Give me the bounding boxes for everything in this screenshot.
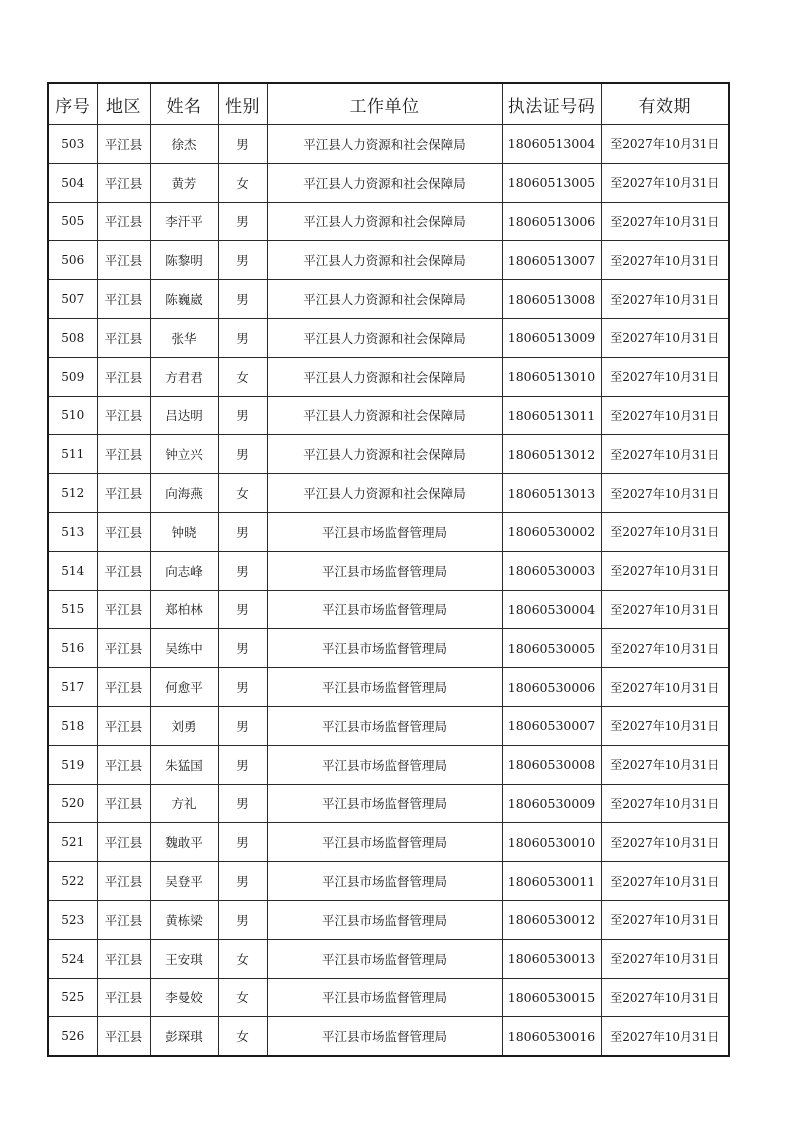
cell-serial-number: 505 (48, 202, 97, 241)
cell-validity-period: 至2027年10月31日 (601, 590, 729, 629)
cell-work-unit: 平江县人力资源和社会保障局 (267, 241, 502, 280)
cell-gender: 男 (218, 396, 267, 435)
table-row (48, 125, 729, 164)
cell-name: 何愈平 (150, 668, 218, 707)
cell-serial-number: 519 (48, 745, 97, 784)
cell-certificate-number: 18060530016 (502, 1017, 601, 1056)
cell-name: 魏敢平 (150, 823, 218, 862)
table-row (48, 1017, 729, 1056)
cell-gender: 男 (218, 745, 267, 784)
cell-validity-period: 至2027年10月31日 (601, 202, 729, 241)
cell-gender: 男 (218, 629, 267, 668)
cell-name: 吴练中 (150, 629, 218, 668)
table-row (48, 784, 729, 823)
cell-serial-number: 526 (48, 1017, 97, 1056)
cell-certificate-number: 18060530011 (502, 862, 601, 901)
table-row (48, 241, 729, 280)
law-enforcement-roster-table (47, 82, 730, 1057)
cell-name: 李曼姣 (150, 978, 218, 1017)
cell-region: 平江县 (97, 202, 150, 241)
cell-certificate-number: 18060530003 (502, 551, 601, 590)
cell-validity-period: 至2027年10月31日 (601, 512, 729, 551)
cell-certificate-number: 18060530015 (502, 978, 601, 1017)
cell-certificate-number: 18060530005 (502, 629, 601, 668)
cell-name: 黄芳 (150, 163, 218, 202)
cell-certificate-number: 18060530007 (502, 706, 601, 745)
cell-region: 平江县 (97, 900, 150, 939)
table-row (48, 668, 729, 707)
cell-name: 黄栋梁 (150, 900, 218, 939)
cell-region: 平江县 (97, 318, 150, 357)
cell-work-unit: 平江县市场监督管理局 (267, 862, 502, 901)
table-row (48, 280, 729, 319)
cell-work-unit: 平江县市场监督管理局 (267, 900, 502, 939)
cell-validity-period: 至2027年10月31日 (601, 706, 729, 745)
cell-gender: 男 (218, 823, 267, 862)
cell-serial-number: 517 (48, 668, 97, 707)
cell-gender: 男 (218, 590, 267, 629)
cell-certificate-number: 18060513005 (502, 163, 601, 202)
cell-work-unit: 平江县人力资源和社会保障局 (267, 357, 502, 396)
cell-certificate-number: 18060530006 (502, 668, 601, 707)
cell-validity-period: 至2027年10月31日 (601, 241, 729, 280)
cell-region: 平江县 (97, 823, 150, 862)
table-row (48, 900, 729, 939)
cell-work-unit: 平江县市场监督管理局 (267, 512, 502, 551)
table-row (48, 939, 729, 978)
cell-region: 平江县 (97, 163, 150, 202)
cell-serial-number: 503 (48, 125, 97, 164)
cell-name: 方礼 (150, 784, 218, 823)
cell-name: 陈黎明 (150, 241, 218, 280)
cell-region: 平江县 (97, 125, 150, 164)
header-certificate-number: 执法证号码 (502, 83, 601, 125)
cell-gender: 男 (218, 551, 267, 590)
cell-work-unit: 平江县市场监督管理局 (267, 978, 502, 1017)
cell-certificate-number: 18060530010 (502, 823, 601, 862)
cell-region: 平江县 (97, 784, 150, 823)
cell-work-unit: 平江县市场监督管理局 (267, 551, 502, 590)
cell-certificate-number: 18060530004 (502, 590, 601, 629)
cell-region: 平江县 (97, 512, 150, 551)
table-header-row (48, 83, 729, 125)
cell-region: 平江县 (97, 706, 150, 745)
cell-gender: 女 (218, 163, 267, 202)
cell-validity-period: 至2027年10月31日 (601, 396, 729, 435)
cell-region: 平江县 (97, 745, 150, 784)
table-row (48, 551, 729, 590)
cell-gender: 女 (218, 1017, 267, 1056)
cell-name: 向海燕 (150, 474, 218, 513)
cell-validity-period: 至2027年10月31日 (601, 280, 729, 319)
cell-validity-period: 至2027年10月31日 (601, 900, 729, 939)
cell-name: 王安琪 (150, 939, 218, 978)
cell-validity-period: 至2027年10月31日 (601, 745, 729, 784)
cell-work-unit: 平江县市场监督管理局 (267, 590, 502, 629)
cell-serial-number: 513 (48, 512, 97, 551)
cell-work-unit: 平江县市场监督管理局 (267, 745, 502, 784)
header-region: 地区 (97, 83, 150, 125)
cell-validity-period: 至2027年10月31日 (601, 862, 729, 901)
table-body (48, 125, 729, 1057)
cell-validity-period: 至2027年10月31日 (601, 668, 729, 707)
cell-gender: 男 (218, 706, 267, 745)
cell-name: 吴登平 (150, 862, 218, 901)
cell-serial-number: 508 (48, 318, 97, 357)
table-row (48, 396, 729, 435)
table-row (48, 745, 729, 784)
cell-work-unit: 平江县人力资源和社会保障局 (267, 125, 502, 164)
cell-validity-period: 至2027年10月31日 (601, 435, 729, 474)
cell-gender: 男 (218, 435, 267, 474)
cell-gender: 男 (218, 125, 267, 164)
table-row (48, 357, 729, 396)
cell-region: 平江县 (97, 241, 150, 280)
cell-region: 平江县 (97, 590, 150, 629)
cell-validity-period: 至2027年10月31日 (601, 551, 729, 590)
cell-name: 陈巍崴 (150, 280, 218, 319)
cell-serial-number: 509 (48, 357, 97, 396)
cell-validity-period: 至2027年10月31日 (601, 163, 729, 202)
cell-work-unit: 平江县人力资源和社会保障局 (267, 474, 502, 513)
cell-serial-number: 507 (48, 280, 97, 319)
header-gender: 性别 (218, 83, 267, 125)
table-row (48, 823, 729, 862)
cell-work-unit: 平江县人力资源和社会保障局 (267, 202, 502, 241)
cell-validity-period: 至2027年10月31日 (601, 125, 729, 164)
cell-region: 平江县 (97, 435, 150, 474)
cell-name: 朱猛国 (150, 745, 218, 784)
cell-gender: 男 (218, 241, 267, 280)
table-row (48, 590, 729, 629)
cell-region: 平江县 (97, 939, 150, 978)
cell-region: 平江县 (97, 396, 150, 435)
cell-certificate-number: 18060513010 (502, 357, 601, 396)
cell-gender: 女 (218, 357, 267, 396)
cell-name: 郑柏林 (150, 590, 218, 629)
table-row (48, 862, 729, 901)
cell-name: 李汗平 (150, 202, 218, 241)
cell-work-unit: 平江县市场监督管理局 (267, 823, 502, 862)
cell-serial-number: 504 (48, 163, 97, 202)
cell-gender: 男 (218, 900, 267, 939)
cell-gender: 女 (218, 978, 267, 1017)
cell-certificate-number: 18060513004 (502, 125, 601, 164)
cell-serial-number: 512 (48, 474, 97, 513)
cell-work-unit: 平江县人力资源和社会保障局 (267, 435, 502, 474)
cell-serial-number: 523 (48, 900, 97, 939)
table-row (48, 435, 729, 474)
cell-name: 彭琛琪 (150, 1017, 218, 1056)
cell-serial-number: 524 (48, 939, 97, 978)
table-row (48, 163, 729, 202)
cell-work-unit: 平江县人力资源和社会保障局 (267, 396, 502, 435)
cell-name: 徐杰 (150, 125, 218, 164)
cell-gender: 男 (218, 668, 267, 707)
cell-certificate-number: 18060513009 (502, 318, 601, 357)
cell-validity-period: 至2027年10月31日 (601, 823, 729, 862)
cell-validity-period: 至2027年10月31日 (601, 357, 729, 396)
cell-certificate-number: 18060513006 (502, 202, 601, 241)
cell-work-unit: 平江县市场监督管理局 (267, 784, 502, 823)
cell-serial-number: 510 (48, 396, 97, 435)
cell-validity-period: 至2027年10月31日 (601, 939, 729, 978)
cell-name: 向志峰 (150, 551, 218, 590)
cell-gender: 男 (218, 280, 267, 319)
cell-work-unit: 平江县人力资源和社会保障局 (267, 318, 502, 357)
cell-certificate-number: 18060530013 (502, 939, 601, 978)
cell-work-unit: 平江县市场监督管理局 (267, 939, 502, 978)
cell-work-unit: 平江县市场监督管理局 (267, 706, 502, 745)
table-row (48, 629, 729, 668)
header-name: 姓名 (150, 83, 218, 125)
cell-serial-number: 520 (48, 784, 97, 823)
cell-gender: 男 (218, 202, 267, 241)
cell-name: 方君君 (150, 357, 218, 396)
cell-work-unit: 平江县市场监督管理局 (267, 629, 502, 668)
cell-region: 平江县 (97, 862, 150, 901)
header-validity-period: 有效期 (601, 83, 729, 125)
cell-validity-period: 至2027年10月31日 (601, 474, 729, 513)
cell-work-unit: 平江县市场监督管理局 (267, 1017, 502, 1056)
cell-certificate-number: 18060530008 (502, 745, 601, 784)
cell-name: 钟立兴 (150, 435, 218, 474)
table-row (48, 202, 729, 241)
cell-work-unit: 平江县人力资源和社会保障局 (267, 280, 502, 319)
cell-gender: 男 (218, 512, 267, 551)
cell-gender: 女 (218, 474, 267, 513)
cell-validity-period: 至2027年10月31日 (601, 978, 729, 1017)
cell-serial-number: 514 (48, 551, 97, 590)
cell-serial-number: 525 (48, 978, 97, 1017)
cell-name: 张华 (150, 318, 218, 357)
cell-serial-number: 516 (48, 629, 97, 668)
cell-name: 钟晓 (150, 512, 218, 551)
header-work-unit: 工作单位 (267, 83, 502, 125)
cell-certificate-number: 18060513008 (502, 280, 601, 319)
cell-validity-period: 至2027年10月31日 (601, 629, 729, 668)
cell-region: 平江县 (97, 629, 150, 668)
table-row (48, 978, 729, 1017)
cell-serial-number: 522 (48, 862, 97, 901)
cell-region: 平江县 (97, 357, 150, 396)
cell-gender: 男 (218, 318, 267, 357)
cell-region: 平江县 (97, 1017, 150, 1056)
cell-work-unit: 平江县市场监督管理局 (267, 668, 502, 707)
table-row (48, 474, 729, 513)
table-row (48, 706, 729, 745)
cell-validity-period: 至2027年10月31日 (601, 784, 729, 823)
cell-region: 平江县 (97, 668, 150, 707)
cell-certificate-number: 18060530009 (502, 784, 601, 823)
cell-serial-number: 518 (48, 706, 97, 745)
cell-serial-number: 521 (48, 823, 97, 862)
cell-certificate-number: 18060513011 (502, 396, 601, 435)
cell-serial-number: 515 (48, 590, 97, 629)
table-row (48, 512, 729, 551)
cell-region: 平江县 (97, 551, 150, 590)
cell-serial-number: 511 (48, 435, 97, 474)
cell-certificate-number: 18060513007 (502, 241, 601, 280)
cell-validity-period: 至2027年10月31日 (601, 1017, 729, 1056)
cell-region: 平江县 (97, 978, 150, 1017)
cell-gender: 男 (218, 862, 267, 901)
cell-gender: 男 (218, 784, 267, 823)
cell-gender: 女 (218, 939, 267, 978)
cell-name: 刘勇 (150, 706, 218, 745)
cell-serial-number: 506 (48, 241, 97, 280)
cell-work-unit: 平江县人力资源和社会保障局 (267, 163, 502, 202)
cell-region: 平江县 (97, 474, 150, 513)
cell-certificate-number: 18060530012 (502, 900, 601, 939)
header-serial-number: 序号 (48, 83, 97, 125)
cell-certificate-number: 18060513013 (502, 474, 601, 513)
cell-certificate-number: 18060530002 (502, 512, 601, 551)
cell-certificate-number: 18060513012 (502, 435, 601, 474)
cell-name: 吕达明 (150, 396, 218, 435)
table-row (48, 318, 729, 357)
cell-region: 平江县 (97, 280, 150, 319)
cell-validity-period: 至2027年10月31日 (601, 318, 729, 357)
